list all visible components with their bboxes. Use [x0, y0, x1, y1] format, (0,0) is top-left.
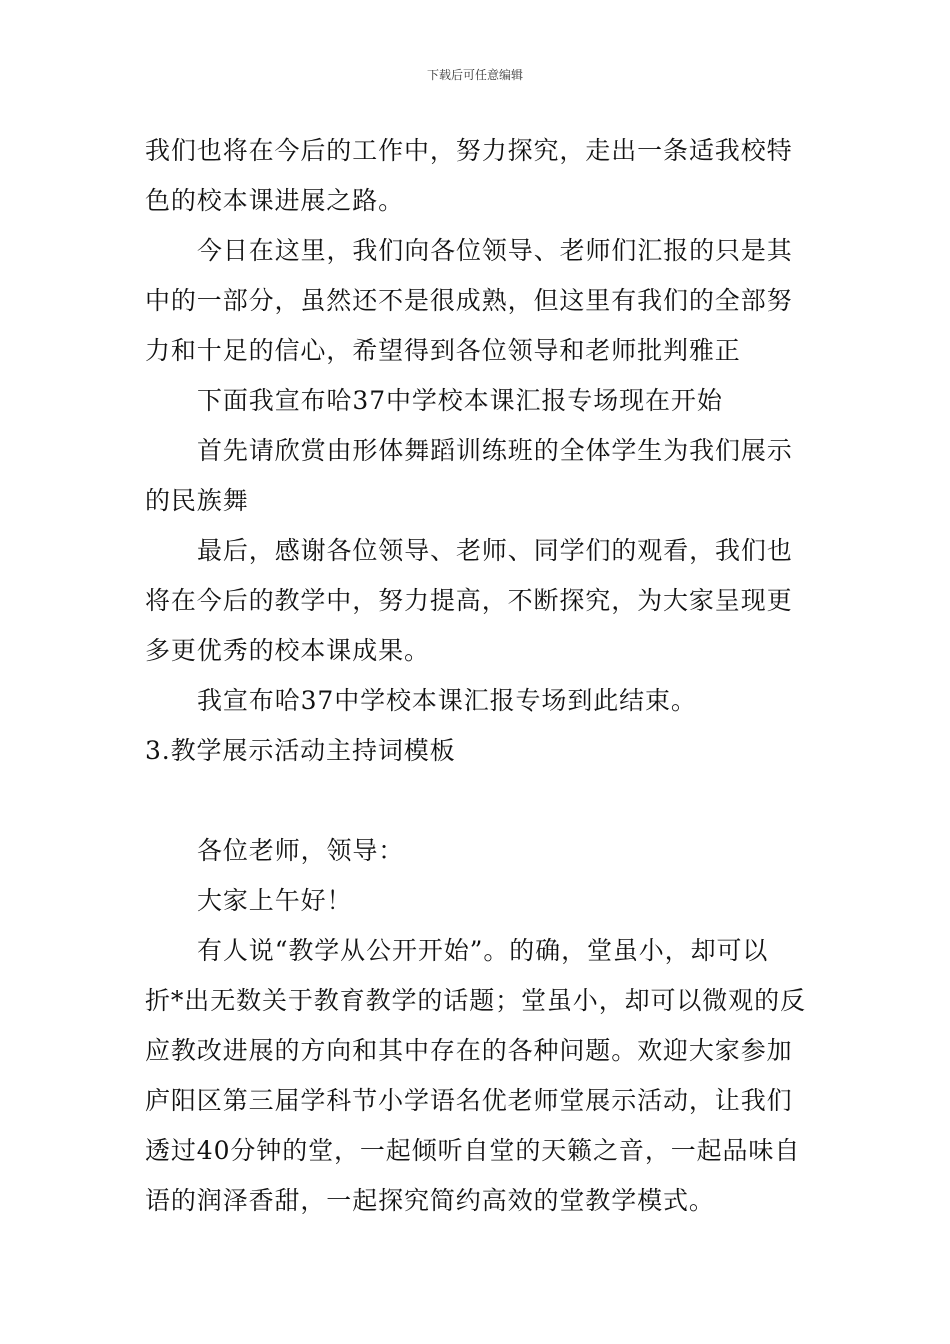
greeting-line: 大家上午好！	[197, 886, 353, 915]
text-line: 将在今后的教学中，努力提高，不断探究，为大家呈现更	[145, 586, 793, 615]
text-line: 中的一部分，虽然还不是很成熟，但这里有我们的全部努	[145, 286, 793, 315]
paragraph-start-line: 有人说“教学从公开开始”。的确，堂虽小，却可以	[197, 936, 769, 965]
section-heading: 3.教学展示活动主持词模板	[145, 736, 456, 765]
text-line: 透过40分钟的堂，一起倾听自堂的天籁之音，一起品味自	[145, 1136, 801, 1165]
text-line: 应教改进展的方向和其中存在的各种问题。欢迎大家参加	[145, 1036, 793, 1065]
text-line: 色的校本课进展之路。	[145, 186, 405, 215]
salutation-line: 各位老师，领导：	[197, 836, 405, 865]
page-header-note: 下载后可任意编辑	[426, 68, 523, 82]
text-line: 语的润泽香甜，一起探究简约高效的堂教学模式。	[145, 1186, 715, 1215]
text-line: 我们也将在今后的工作中，努力探究，走出一条适我校特	[145, 136, 793, 165]
paragraph-start-line: 最后，感谢各位领导、老师、同学们的观看，我们也	[197, 536, 793, 565]
blank-line	[145, 776, 810, 826]
text-line: 多更优秀的校本课成果。	[145, 636, 430, 665]
paragraph-start-line: 首先请欣赏由形体舞蹈训练班的全体学生为我们展示	[197, 436, 793, 465]
text-line: 庐阳区第三届学科节小学语名优老师堂展示活动，让我们	[145, 1086, 793, 1115]
document-body	[145, 126, 810, 1226]
text-line: 力和十足的信心，希望得到各位领导和老师批判雅正	[145, 336, 741, 365]
paragraph-start-line: 今日在这里，我们向各位领导、老师们汇报的只是其	[197, 236, 793, 265]
text-line: 折*出无数关于教育教学的话题；堂虽小，却可以微观的反	[145, 986, 806, 1015]
paragraph-start-line: 我宣布哈37中学校本课汇报专场到此结束。	[197, 686, 697, 715]
paragraph-start-line: 下面我宣布哈37中学校本课汇报专场现在开始	[197, 386, 723, 415]
text-line: 的民族舞	[145, 486, 249, 515]
